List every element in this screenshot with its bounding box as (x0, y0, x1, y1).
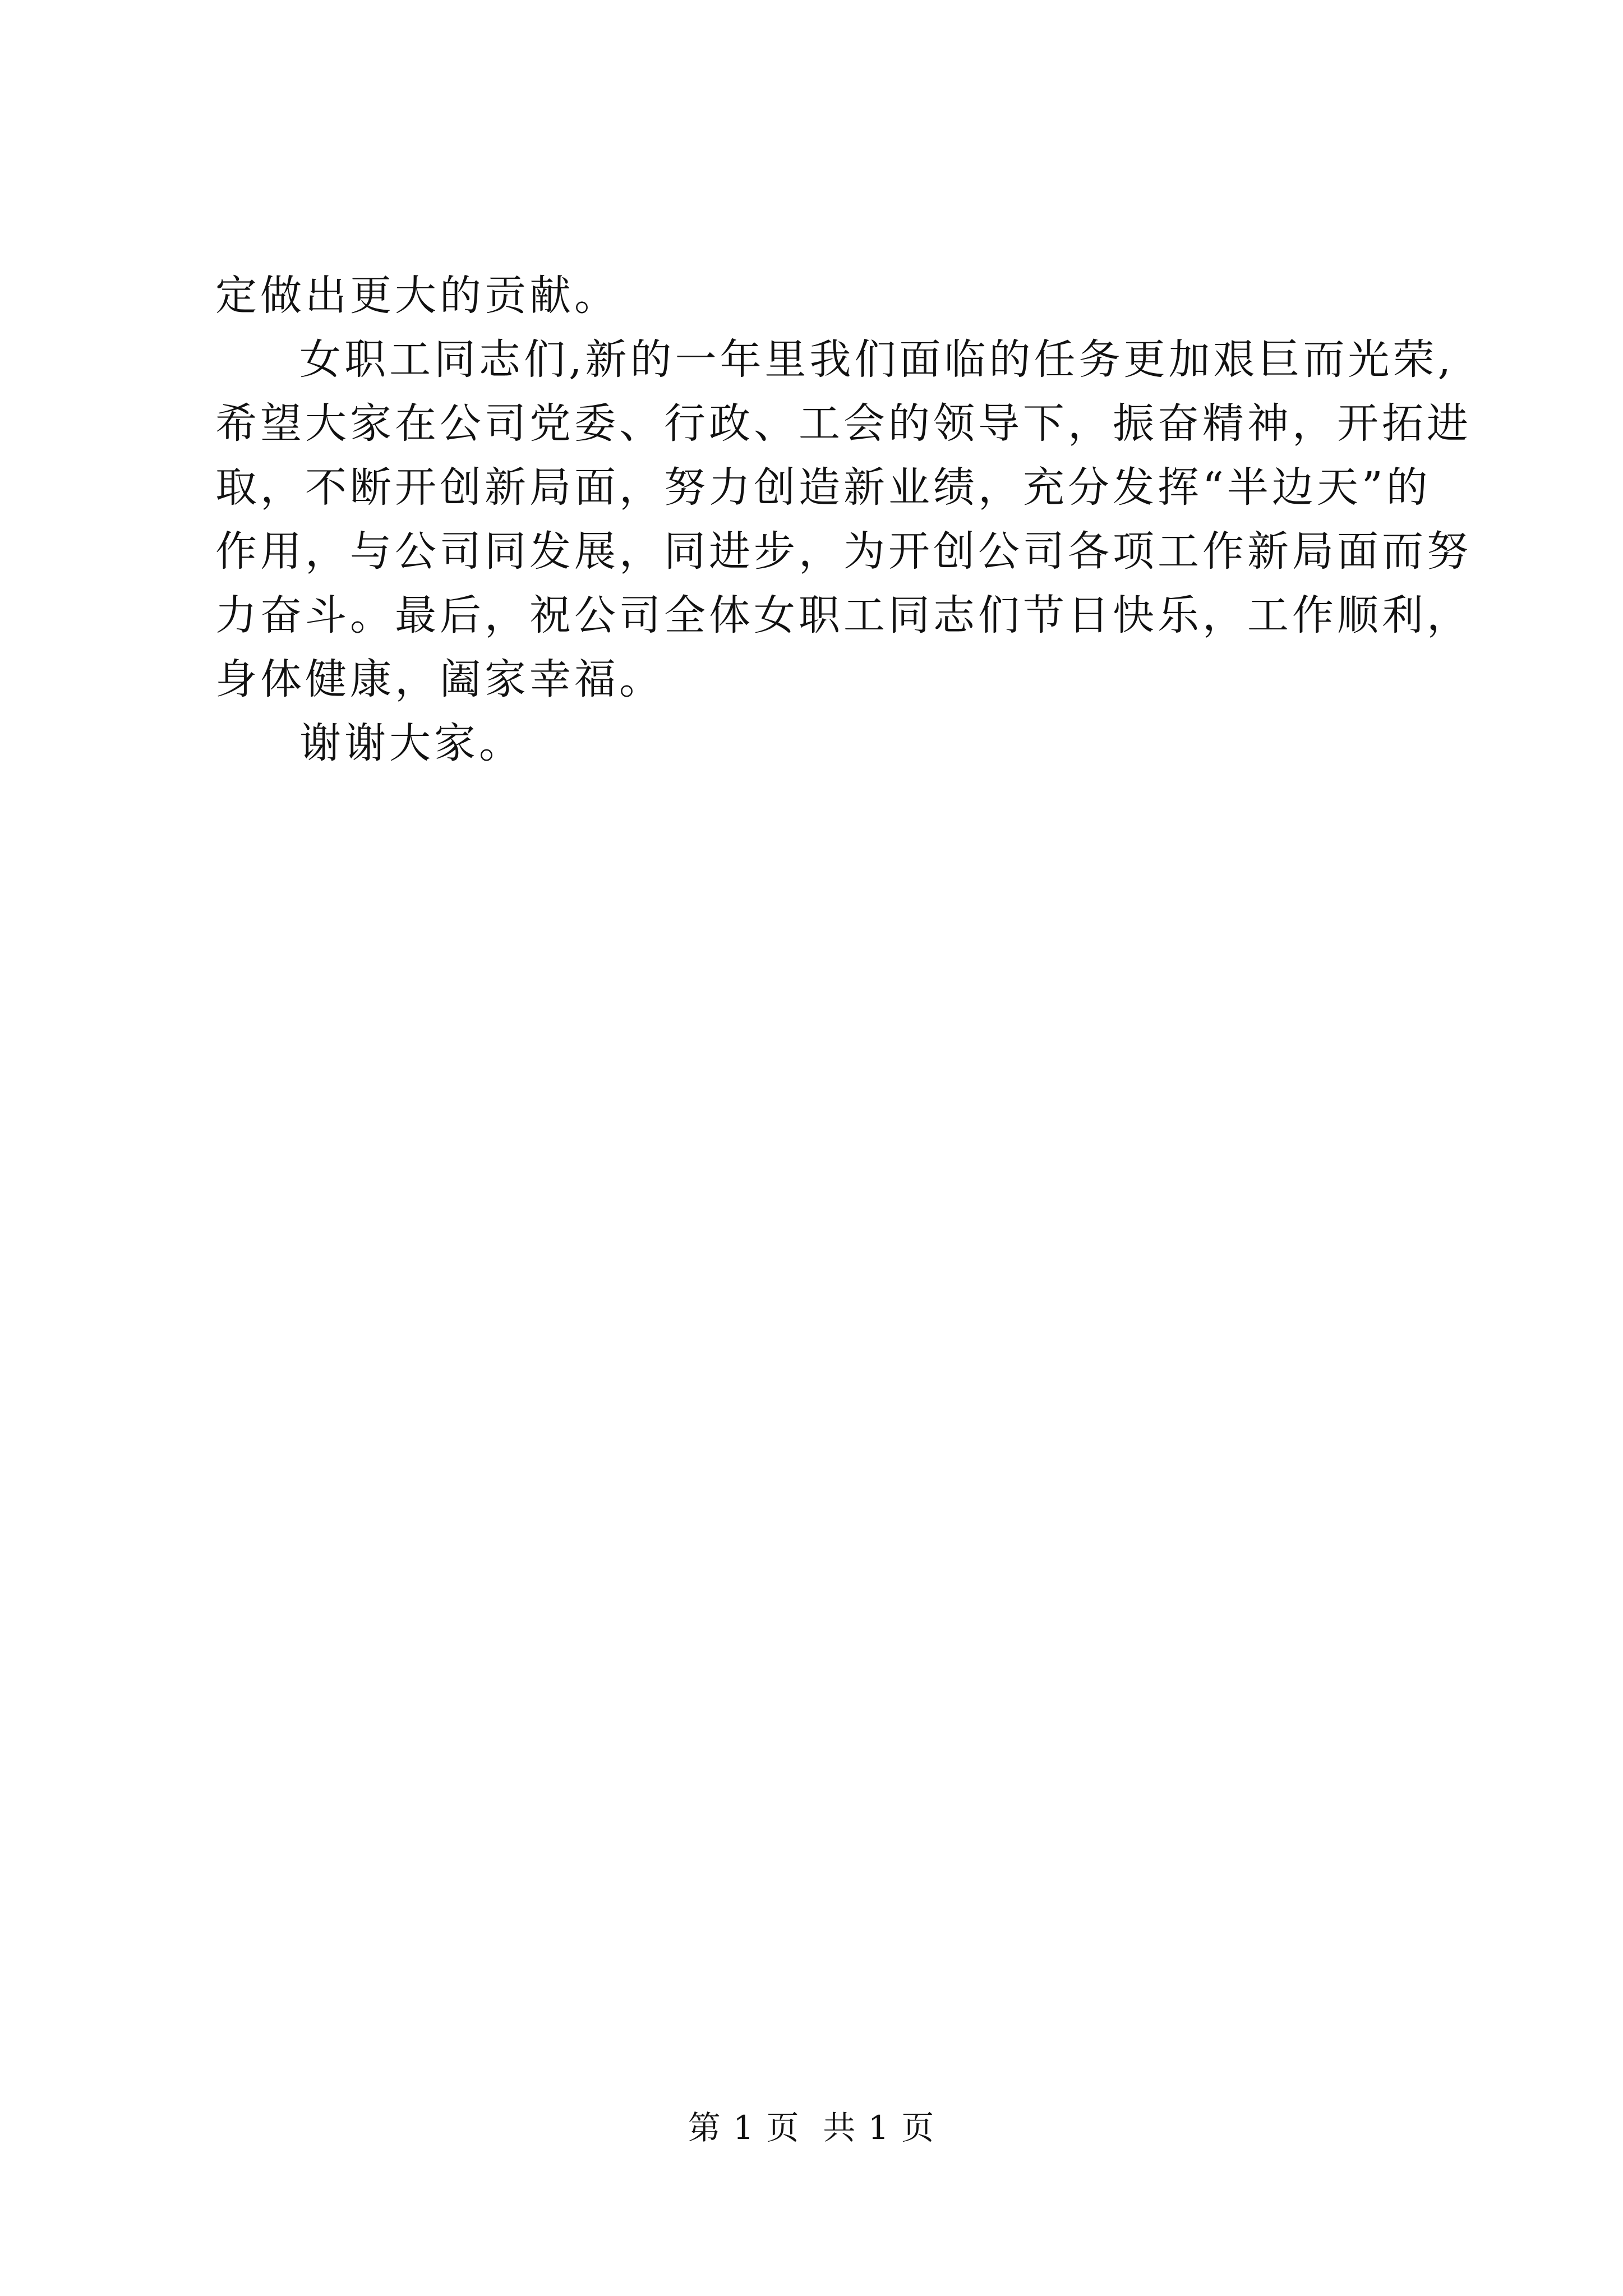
document-body (215, 264, 1494, 775)
paragraph-wishes (215, 328, 1494, 711)
text-line: 定做出更大的贡献。 (215, 272, 619, 320)
text-line: 力奋斗。最后，祝公司全体女职工同志们节日快乐，工作顺利， (215, 591, 1472, 639)
paragraph-thanks (215, 711, 1494, 775)
page-number-label: 第 1 页 共 1 页 (688, 2109, 935, 2147)
page-footer (0, 2108, 1623, 2147)
text-line: 希望大家在公司党委、行政、工会的领导下，振奋精神，开拓进 (215, 399, 1472, 448)
text-line: 作用，与公司同发展，同进步，为开创公司各项工作新局面而努 (215, 527, 1472, 576)
text-line: 身体健康，阖家幸福。 (215, 655, 664, 703)
text-line: 女职工同志们,新的一年里我们面临的任务更加艰巨而光荣, (299, 335, 1455, 384)
text-line: 取，不断开创新局面，努力创造新业绩，充分发挥“半边天”的 (215, 463, 1431, 512)
paragraph-closing-sentence (215, 264, 1494, 328)
text-line: 谢谢大家。 (299, 719, 524, 767)
